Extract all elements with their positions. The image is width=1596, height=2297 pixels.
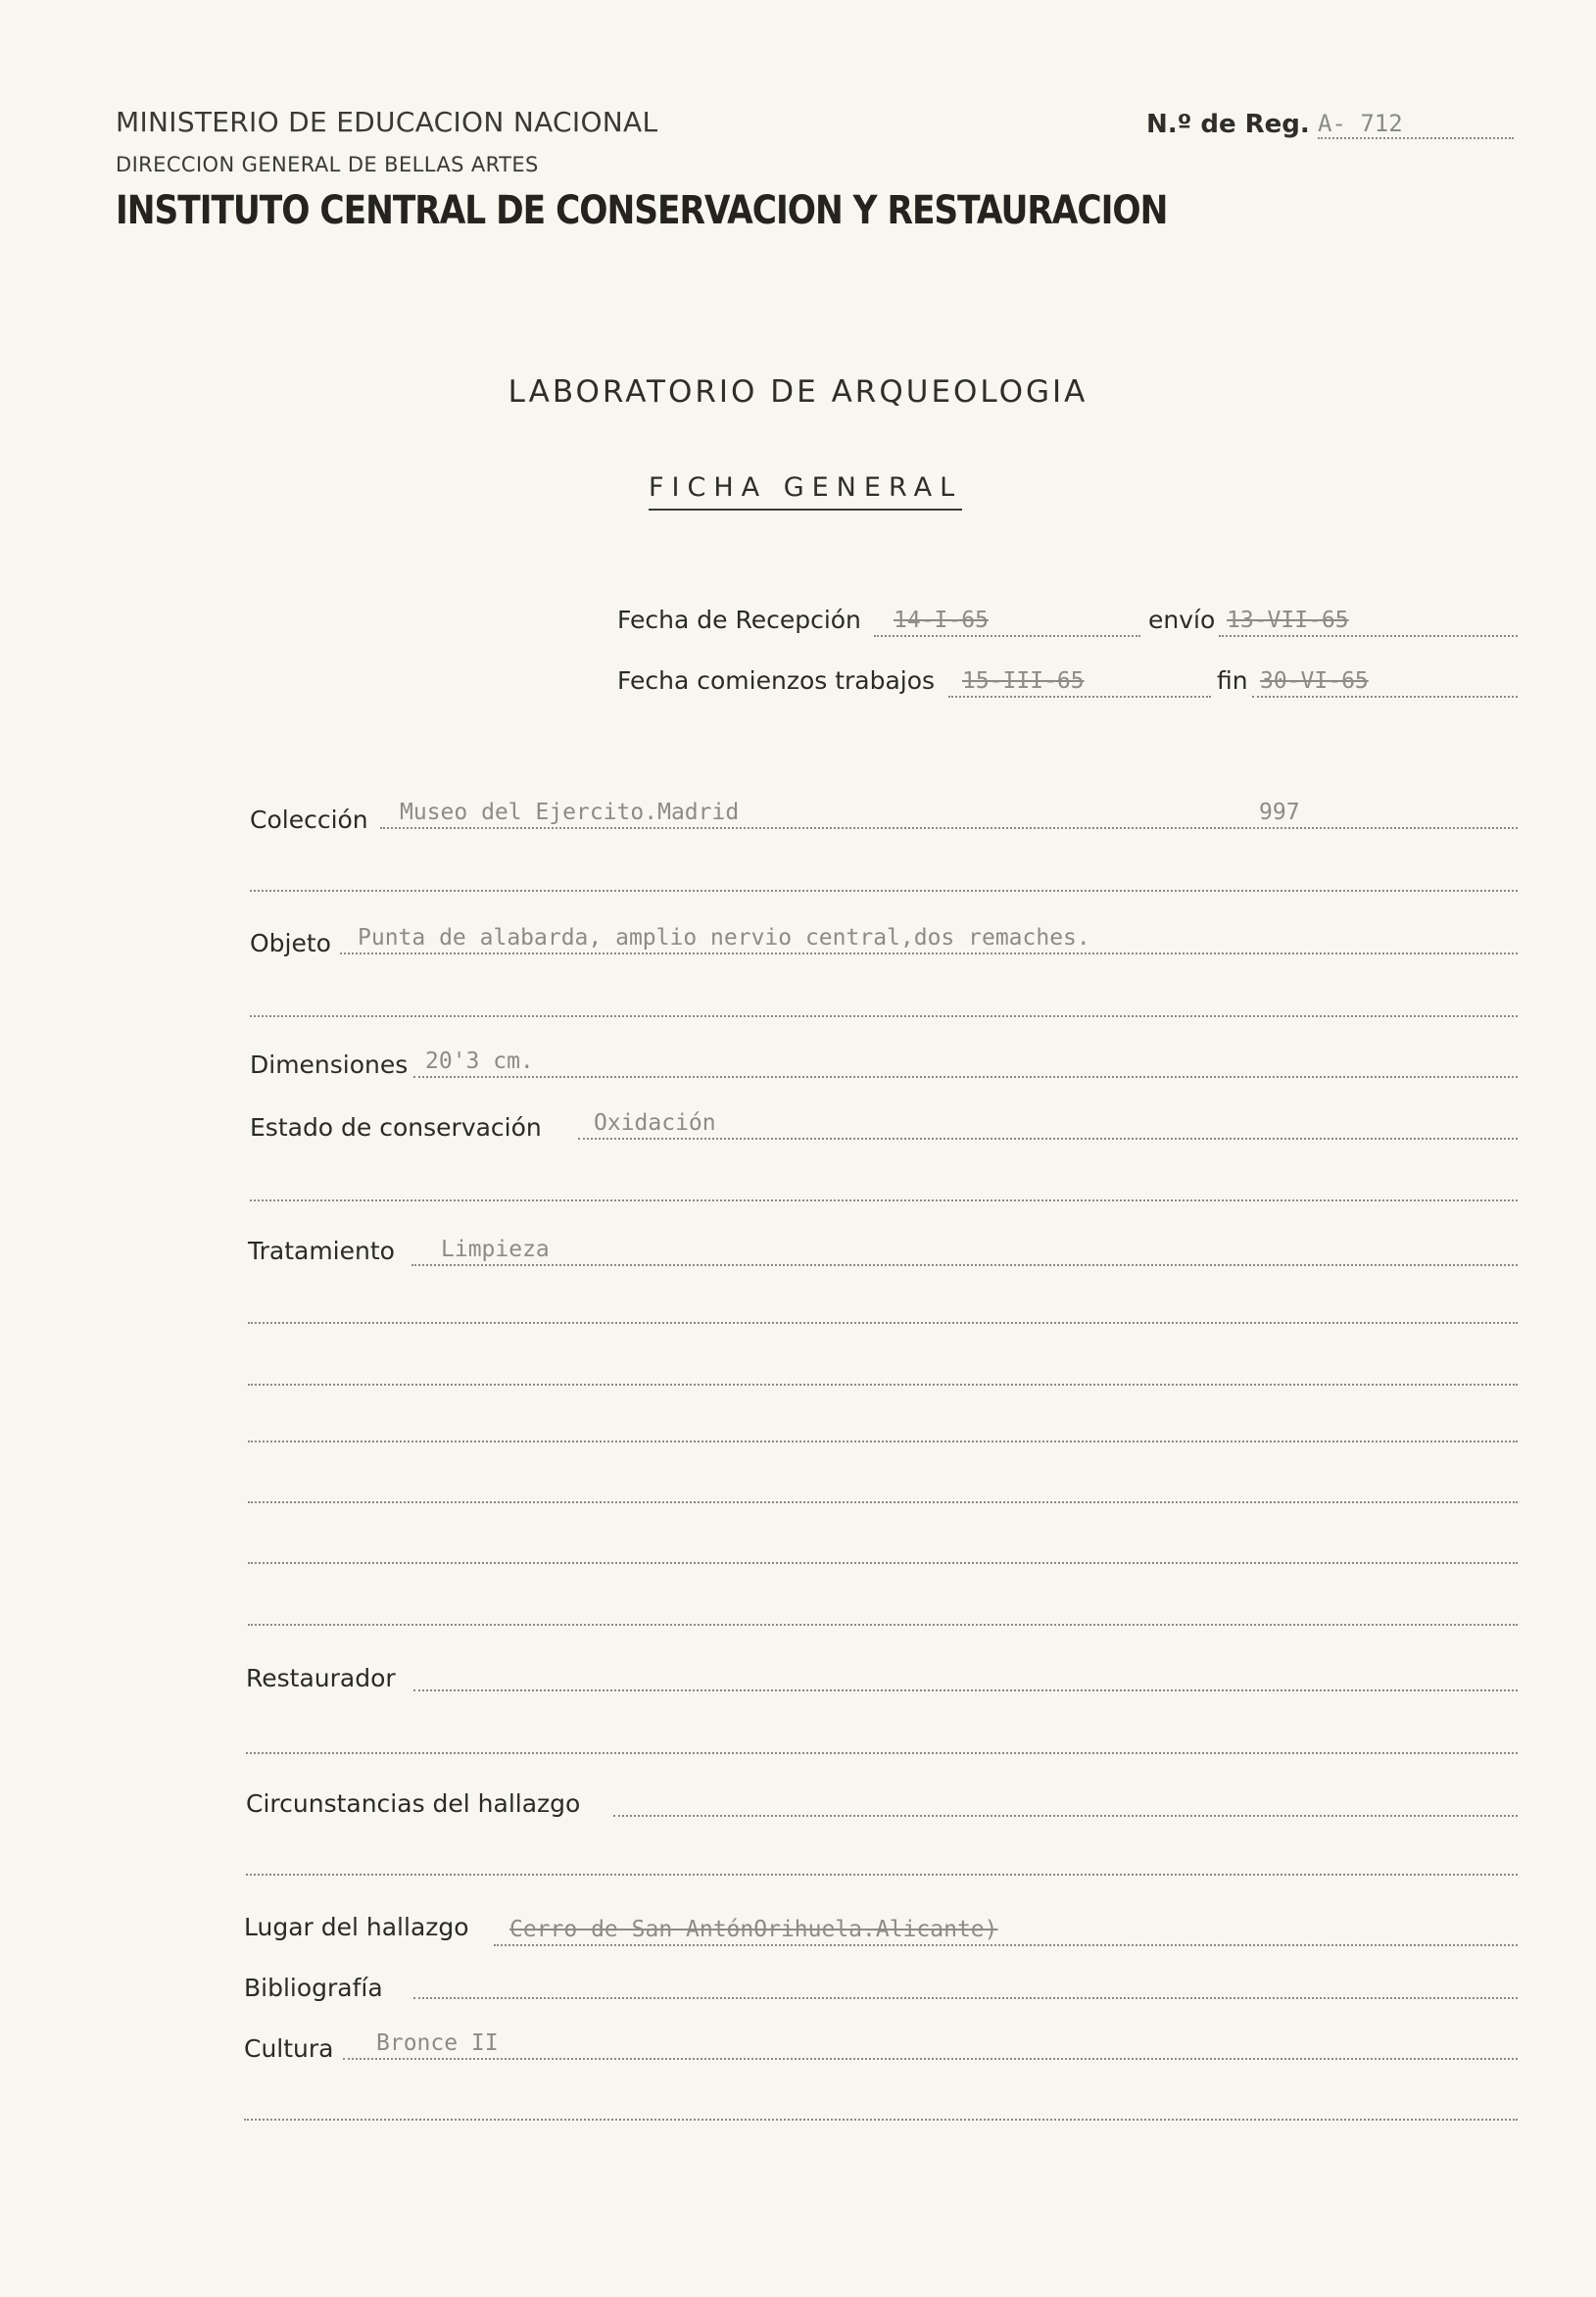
objeto-value: Punta de alabarda, amplio nervio central,dos remaches. (358, 925, 1090, 951)
cultura-field[interactable] (343, 2030, 1518, 2060)
tratamiento-field[interactable] (411, 1237, 1518, 1266)
tratamiento-line-2[interactable] (248, 1320, 1518, 1324)
end-date-value: 30-VI-65 (1260, 668, 1369, 694)
circunstancias-label: Circunstancias del hallazgo (246, 1789, 581, 1818)
form-title: FICHA GENERAL (649, 472, 962, 511)
tratamiento-value: Limpieza (441, 1237, 550, 1262)
cultura-label: Cultura (244, 2034, 334, 2063)
estado-extra-line[interactable] (250, 1197, 1518, 1201)
start-date-field[interactable] (948, 668, 1211, 698)
bibliografia-value (413, 1970, 433, 1995)
cultura-value: Bronce II (376, 2030, 499, 2056)
lab-title: LABORATORIO DE ARQUEOLOGIA (508, 374, 1088, 410)
lugar-value: Cerro de San AntónOrihuela.Alicante) (509, 1917, 998, 1942)
institute-heading: INSTITUTO CENTRAL DE CONSERVACION Y RESTAURACION (116, 188, 1168, 233)
estado-field[interactable] (578, 1110, 1518, 1140)
tratamiento-line-5[interactable] (248, 1499, 1518, 1503)
restaurador-extra-line[interactable] (246, 1750, 1518, 1754)
end-date-label: fin (1217, 666, 1248, 695)
objeto-field[interactable] (340, 925, 1518, 954)
coleccion-extra-line[interactable] (250, 888, 1518, 892)
circunstancias-field[interactable] (613, 1787, 1518, 1817)
restaurador-field[interactable] (413, 1662, 1518, 1691)
coleccion-number: 997 (1259, 800, 1300, 825)
objeto-label: Objeto (250, 929, 331, 957)
tratamiento-line-6[interactable] (248, 1560, 1518, 1564)
estado-value: Oxidación (594, 1110, 716, 1136)
tratamiento-label: Tratamiento (248, 1237, 395, 1265)
lugar-field[interactable] (494, 1917, 1518, 1946)
cultura-extra-line[interactable] (244, 2117, 1518, 2121)
sent-date-field[interactable] (1219, 608, 1518, 637)
tratamiento-line-3[interactable] (248, 1382, 1518, 1386)
start-date-value: 15-III-65 (962, 668, 1085, 694)
reception-date-value: 14-I-65 (894, 608, 989, 633)
start-date-label: Fecha comienzos trabajos (617, 666, 936, 695)
sent-date-label: envío (1148, 606, 1216, 634)
tratamiento-line-7[interactable] (248, 1622, 1518, 1626)
reception-date-field[interactable] (874, 608, 1140, 637)
bibliografia-label: Bibliografía (244, 1974, 383, 2002)
tratamiento-line-4[interactable] (248, 1439, 1518, 1442)
ministry-heading: MINISTERIO DE EDUCACION NACIONAL (116, 106, 658, 138)
dimensiones-field[interactable] (413, 1049, 1518, 1078)
objeto-extra-line[interactable] (250, 1013, 1518, 1017)
circunstancias-value (613, 1787, 633, 1813)
estado-label: Estado de conservación (250, 1113, 542, 1142)
bibliografia-field[interactable] (413, 1970, 1518, 1999)
coleccion-value: Museo del Ejercito.Madrid (400, 800, 740, 825)
reception-date-label: Fecha de Recepción (617, 606, 861, 634)
dimensiones-label: Dimensiones (250, 1051, 409, 1079)
registration-field[interactable] (1318, 112, 1514, 139)
end-date-field[interactable] (1252, 668, 1518, 698)
direction-heading: DIRECCION GENERAL DE BELLAS ARTES (116, 153, 539, 176)
dimensiones-value: 20'3 cm. (425, 1049, 534, 1074)
registration-value: A- 712 (1318, 110, 1403, 137)
lugar-label: Lugar del hallazgo (244, 1913, 469, 1941)
registration-label: N.º de Reg. (1146, 110, 1310, 139)
coleccion-field[interactable] (380, 800, 1518, 829)
circunstancias-extra-line[interactable] (246, 1872, 1518, 1876)
restaurador-label: Restaurador (246, 1664, 396, 1692)
restaurador-value (413, 1662, 433, 1687)
coleccion-label: Colección (250, 806, 368, 834)
sent-date-value: 13-VII-65 (1227, 608, 1349, 633)
